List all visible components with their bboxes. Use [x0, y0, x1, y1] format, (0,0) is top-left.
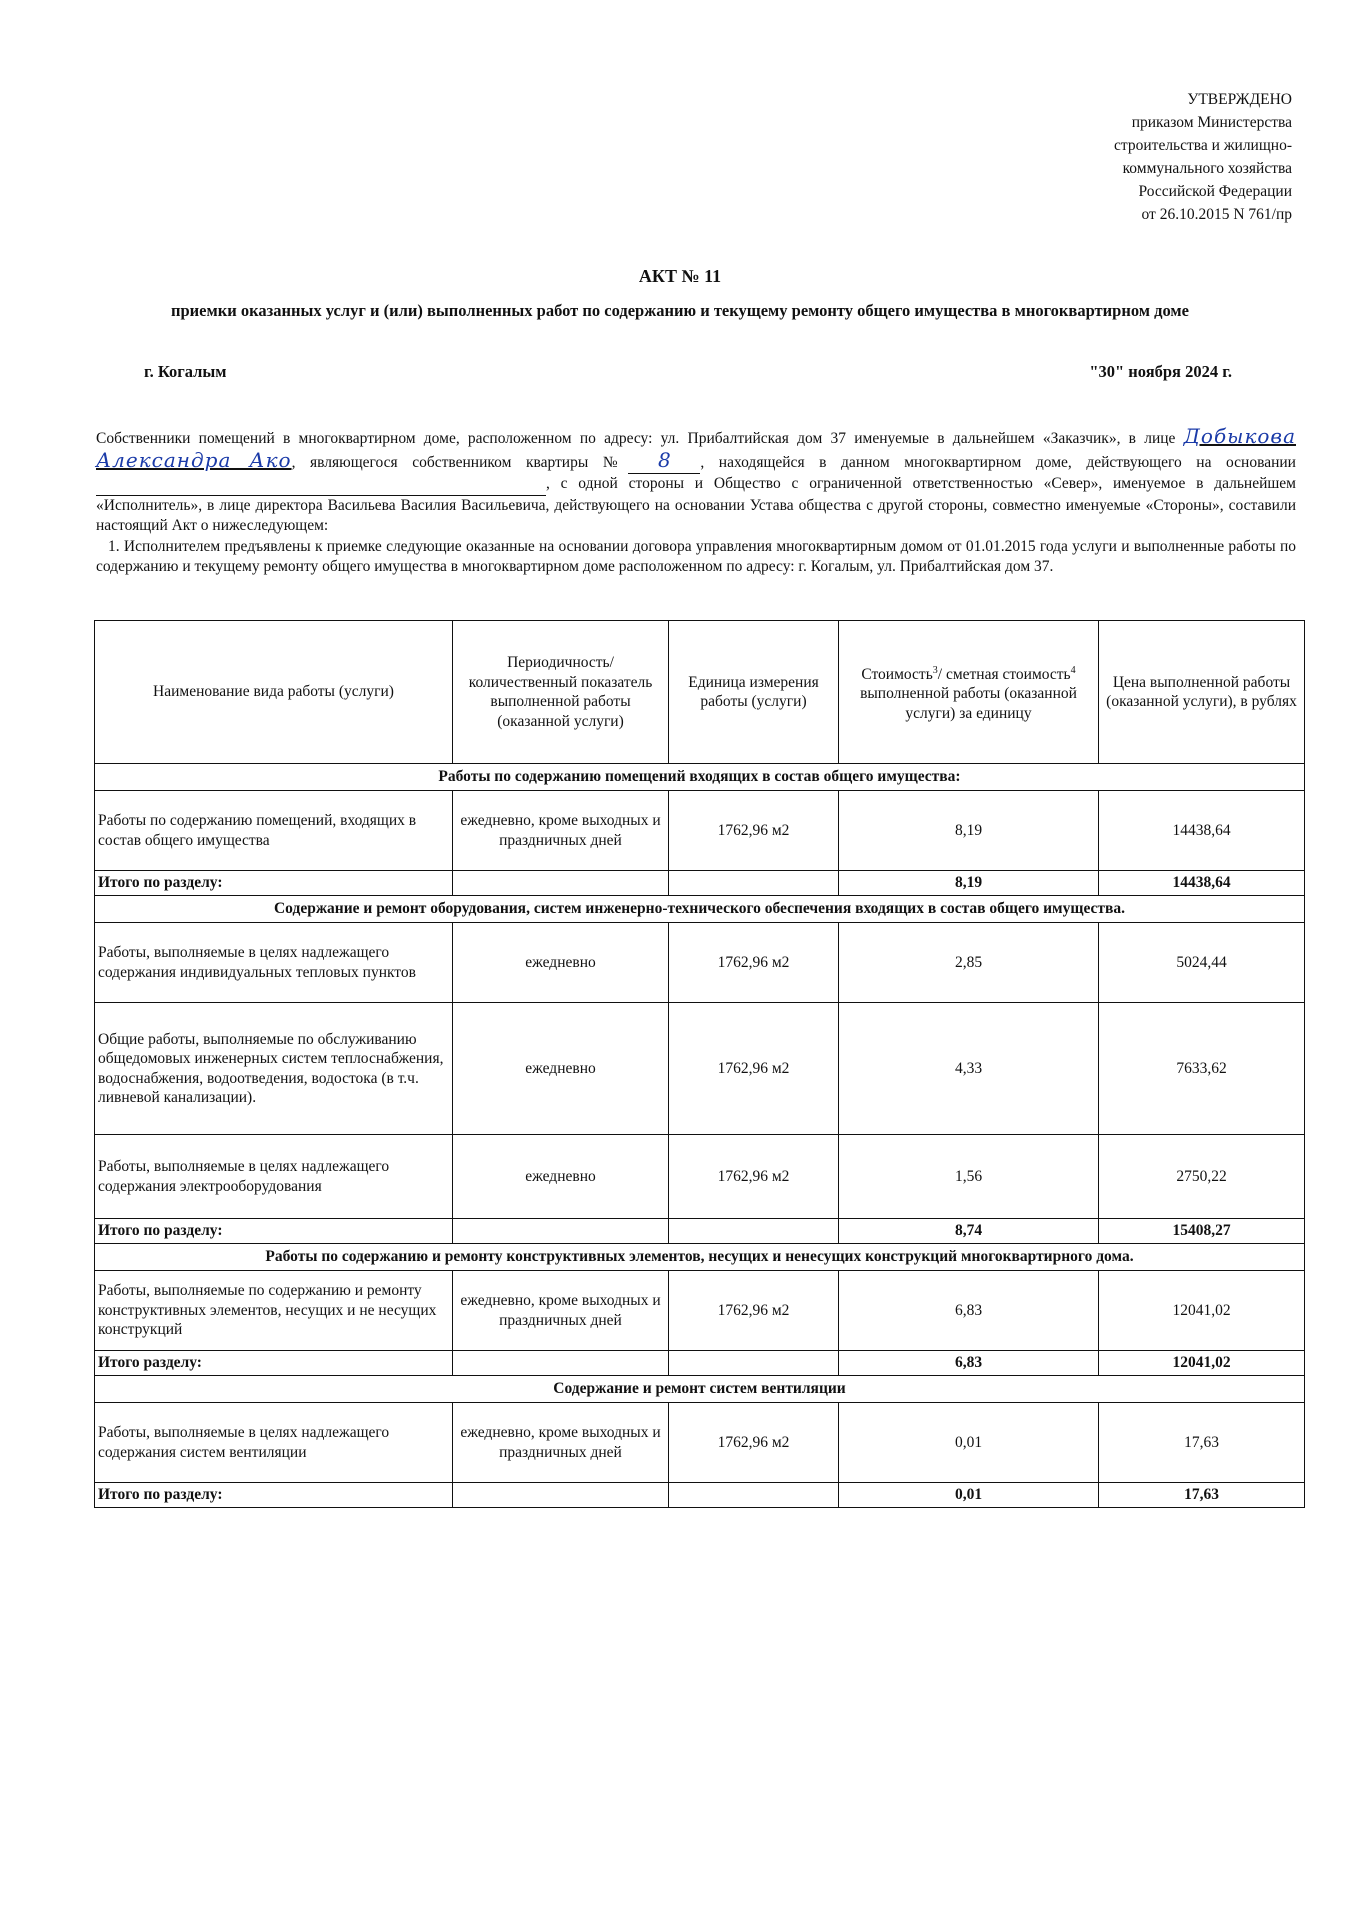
approval-line: от 26.10.2015 N 761/пр — [1141, 206, 1292, 223]
header-cost-a: Стоимость — [861, 665, 933, 683]
table-row — [95, 1135, 1305, 1219]
intro-p1-part-d: , с одной стороны и Общество с ограниченной ответственностью «Север», именуемое в дальнейшем «Исполнитель», в лице директора Васильева Василия Васильевича, действующего на основании Устава общества с другой стороны, совместно именуемые «Стороны», составили настоящий Акт о нижеследующем: — [96, 475, 1296, 534]
cell-price: 12041,02 — [1099, 1271, 1305, 1351]
header-price: Цена выполненной работы (оказанной услуги), в рублях — [1099, 621, 1305, 764]
section-title: Содержание и ремонт оборудования, систем инженерно-технического обеспечения входящих в состав общего имущества. — [95, 896, 1305, 923]
act-city: г. Когалым — [144, 362, 227, 381]
cell-period: ежедневно — [453, 1135, 669, 1219]
act-title: АКТ № 11 — [638, 266, 722, 286]
cell-price: 5024,44 — [1099, 923, 1305, 1003]
cell-name: Работы, выполняемые по содержанию и ремонту конструктивных элементов, несущих и не несущих конструкций — [95, 1271, 453, 1351]
approval-line: УТВЕРЖДЕНО — [1187, 91, 1292, 108]
header-cost-c: выполненной работы (оказанной услуги) за единицу — [860, 685, 1077, 722]
cell-unit: 1762,96 м2 — [669, 1003, 839, 1135]
section-title-row — [95, 896, 1305, 923]
section-total-row — [95, 1219, 1305, 1244]
section-title-row — [95, 764, 1305, 791]
intro-paragraph-1 — [96, 426, 1296, 537]
total-empty-cell — [453, 871, 669, 896]
cell-cost: 0,01 — [839, 1403, 1099, 1483]
intro-p1-part-a: Собственники помещений в многоквартирном доме, расположенном по адресу: ул. Прибалтийская дом 37 именуемые в дальнейшем «Заказчик», в лице — [96, 430, 1176, 447]
apartment-number-field — [628, 447, 700, 475]
cell-name: Общие работы, выполняемые по обслуживанию общедомовых инженерных систем теплоснабжения, водоснабжения, водоотведения, водостока (в т.ч. ливневой канализации). — [95, 1003, 453, 1135]
total-empty-cell — [453, 1351, 669, 1376]
total-empty-cell — [669, 1219, 839, 1244]
header-cost-b: / сметная стоимость — [937, 665, 1071, 683]
header-period: Периодичность/ количественный показатель выполненной работы (оказанной услуги) — [453, 621, 669, 764]
basis-blank-field — [96, 474, 546, 496]
total-cost: 0,01 — [839, 1483, 1099, 1508]
section-title-row — [95, 1244, 1305, 1271]
cell-period: ежедневно — [453, 1003, 669, 1135]
total-empty-cell — [453, 1219, 669, 1244]
cell-name: Работы по содержанию помещений, входящих в состав общего имущества — [95, 791, 453, 871]
total-empty-cell — [669, 871, 839, 896]
approval-line: коммунального хозяйства — [1122, 160, 1292, 177]
cell-name: Работы, выполняемые в целях надлежащего содержания электрооборудования — [95, 1135, 453, 1219]
table-row — [95, 791, 1305, 871]
cell-unit: 1762,96 м2 — [669, 923, 839, 1003]
cell-name: Работы, выполняемые в целях надлежащего содержания индивидуальных тепловых пунктов — [95, 923, 453, 1003]
total-label: Итого разделу: — [95, 1351, 453, 1376]
total-price: 12041,02 — [1099, 1351, 1305, 1376]
act-subtitle: приемки оказанных услуг и (или) выполненных работ по содержанию и текущему ремонту общего имущества в многоквартирном доме — [170, 301, 1189, 320]
cell-cost: 8,19 — [839, 791, 1099, 871]
section-total-row — [95, 1483, 1305, 1508]
section-title: Работы по содержанию и ремонту конструктивных элементов, несущих и ненесущих конструкций многоквартирного дома. — [95, 1244, 1305, 1271]
intro-p1-part-b: , являющегося собственником квартиры № — [291, 453, 629, 471]
section-title: Содержание и ремонт систем вентиляции — [95, 1376, 1305, 1403]
cell-unit: 1762,96 м2 — [669, 1271, 839, 1351]
total-label: Итого по разделу: — [95, 1483, 453, 1508]
cell-cost: 2,85 — [839, 923, 1099, 1003]
total-cost: 8,19 — [839, 871, 1099, 896]
section-title-row — [95, 1376, 1305, 1403]
section-total-row — [95, 871, 1305, 896]
total-label: Итого по разделу: — [95, 871, 453, 896]
cell-cost: 4,33 — [839, 1003, 1099, 1135]
works-table — [94, 620, 1305, 1508]
intro-p1-part-c: , находящейся в данном многоквартирном доме, действующего на основании — [700, 453, 1296, 471]
table-row — [95, 923, 1305, 1003]
intro-text — [96, 426, 1296, 578]
total-empty-cell — [669, 1483, 839, 1508]
total-label: Итого по разделу: — [95, 1219, 453, 1244]
table-row — [95, 1403, 1305, 1483]
approval-line: Российской Федерации — [1138, 183, 1292, 200]
cell-name: Работы, выполняемые в целях надлежащего содержания систем вентиляции — [95, 1403, 453, 1483]
table-row — [95, 1003, 1305, 1135]
cell-cost: 6,83 — [839, 1271, 1099, 1351]
cell-price: 17,63 — [1099, 1403, 1305, 1483]
cell-unit: 1762,96 м2 — [669, 1403, 839, 1483]
act-date: "30" ноября 2024 г. — [1089, 362, 1232, 381]
owner-handwritten-name: Добыкова Александра Ако — [96, 424, 1296, 472]
apartment-handwritten-number: 8 — [657, 447, 671, 472]
table-row — [95, 1271, 1305, 1351]
total-price: 17,63 — [1099, 1483, 1305, 1508]
total-price: 14438,64 — [1099, 871, 1305, 896]
table-header-row — [95, 621, 1305, 764]
cell-period: ежедневно — [453, 923, 669, 1003]
total-empty-cell — [669, 1351, 839, 1376]
section-title: Работы по содержанию помещений входящих в состав общего имущества: — [95, 764, 1305, 791]
cell-period: ежедневно, кроме выходных и праздничных дней — [453, 1403, 669, 1483]
header-unit: Единица измерения работы (услуги) — [669, 621, 839, 764]
cell-price: 2750,22 — [1099, 1135, 1305, 1219]
header-cost-sup2: 4 — [1070, 664, 1076, 676]
cell-unit: 1762,96 м2 — [669, 1135, 839, 1219]
section-total-row — [95, 1351, 1305, 1376]
approval-stamp-block — [1032, 88, 1292, 226]
cell-cost: 1,56 — [839, 1135, 1099, 1219]
total-cost: 6,83 — [839, 1351, 1099, 1376]
total-cost: 8,74 — [839, 1219, 1099, 1244]
intro-paragraph-2: 1. Исполнителем предъявлены к приемке следующие оказанные на основании договора управления многоквартирным домом от 01.01.2015 года услуги и выполненные работы по содержанию и текущему ремонту общего имущества в многоквартирном доме расположенном по адресу: г. Когалым, ул. Прибалтийская дом 37. — [96, 537, 1296, 575]
cell-unit: 1762,96 м2 — [669, 791, 839, 871]
approval-line: приказом Министерства — [1131, 114, 1292, 131]
cell-price: 7633,62 — [1099, 1003, 1305, 1135]
approval-line: строительства и жилищно- — [1114, 137, 1292, 154]
header-cost — [839, 621, 1099, 764]
header-cost-sup1: 3 — [932, 664, 938, 676]
total-price: 15408,27 — [1099, 1219, 1305, 1244]
total-empty-cell — [453, 1483, 669, 1508]
cell-price: 14438,64 — [1099, 791, 1305, 871]
cell-period: ежедневно, кроме выходных и праздничных дней — [453, 791, 669, 871]
cell-period: ежедневно, кроме выходных и праздничных дней — [453, 1271, 669, 1351]
header-name: Наименование вида работы (услуги) — [95, 621, 453, 764]
